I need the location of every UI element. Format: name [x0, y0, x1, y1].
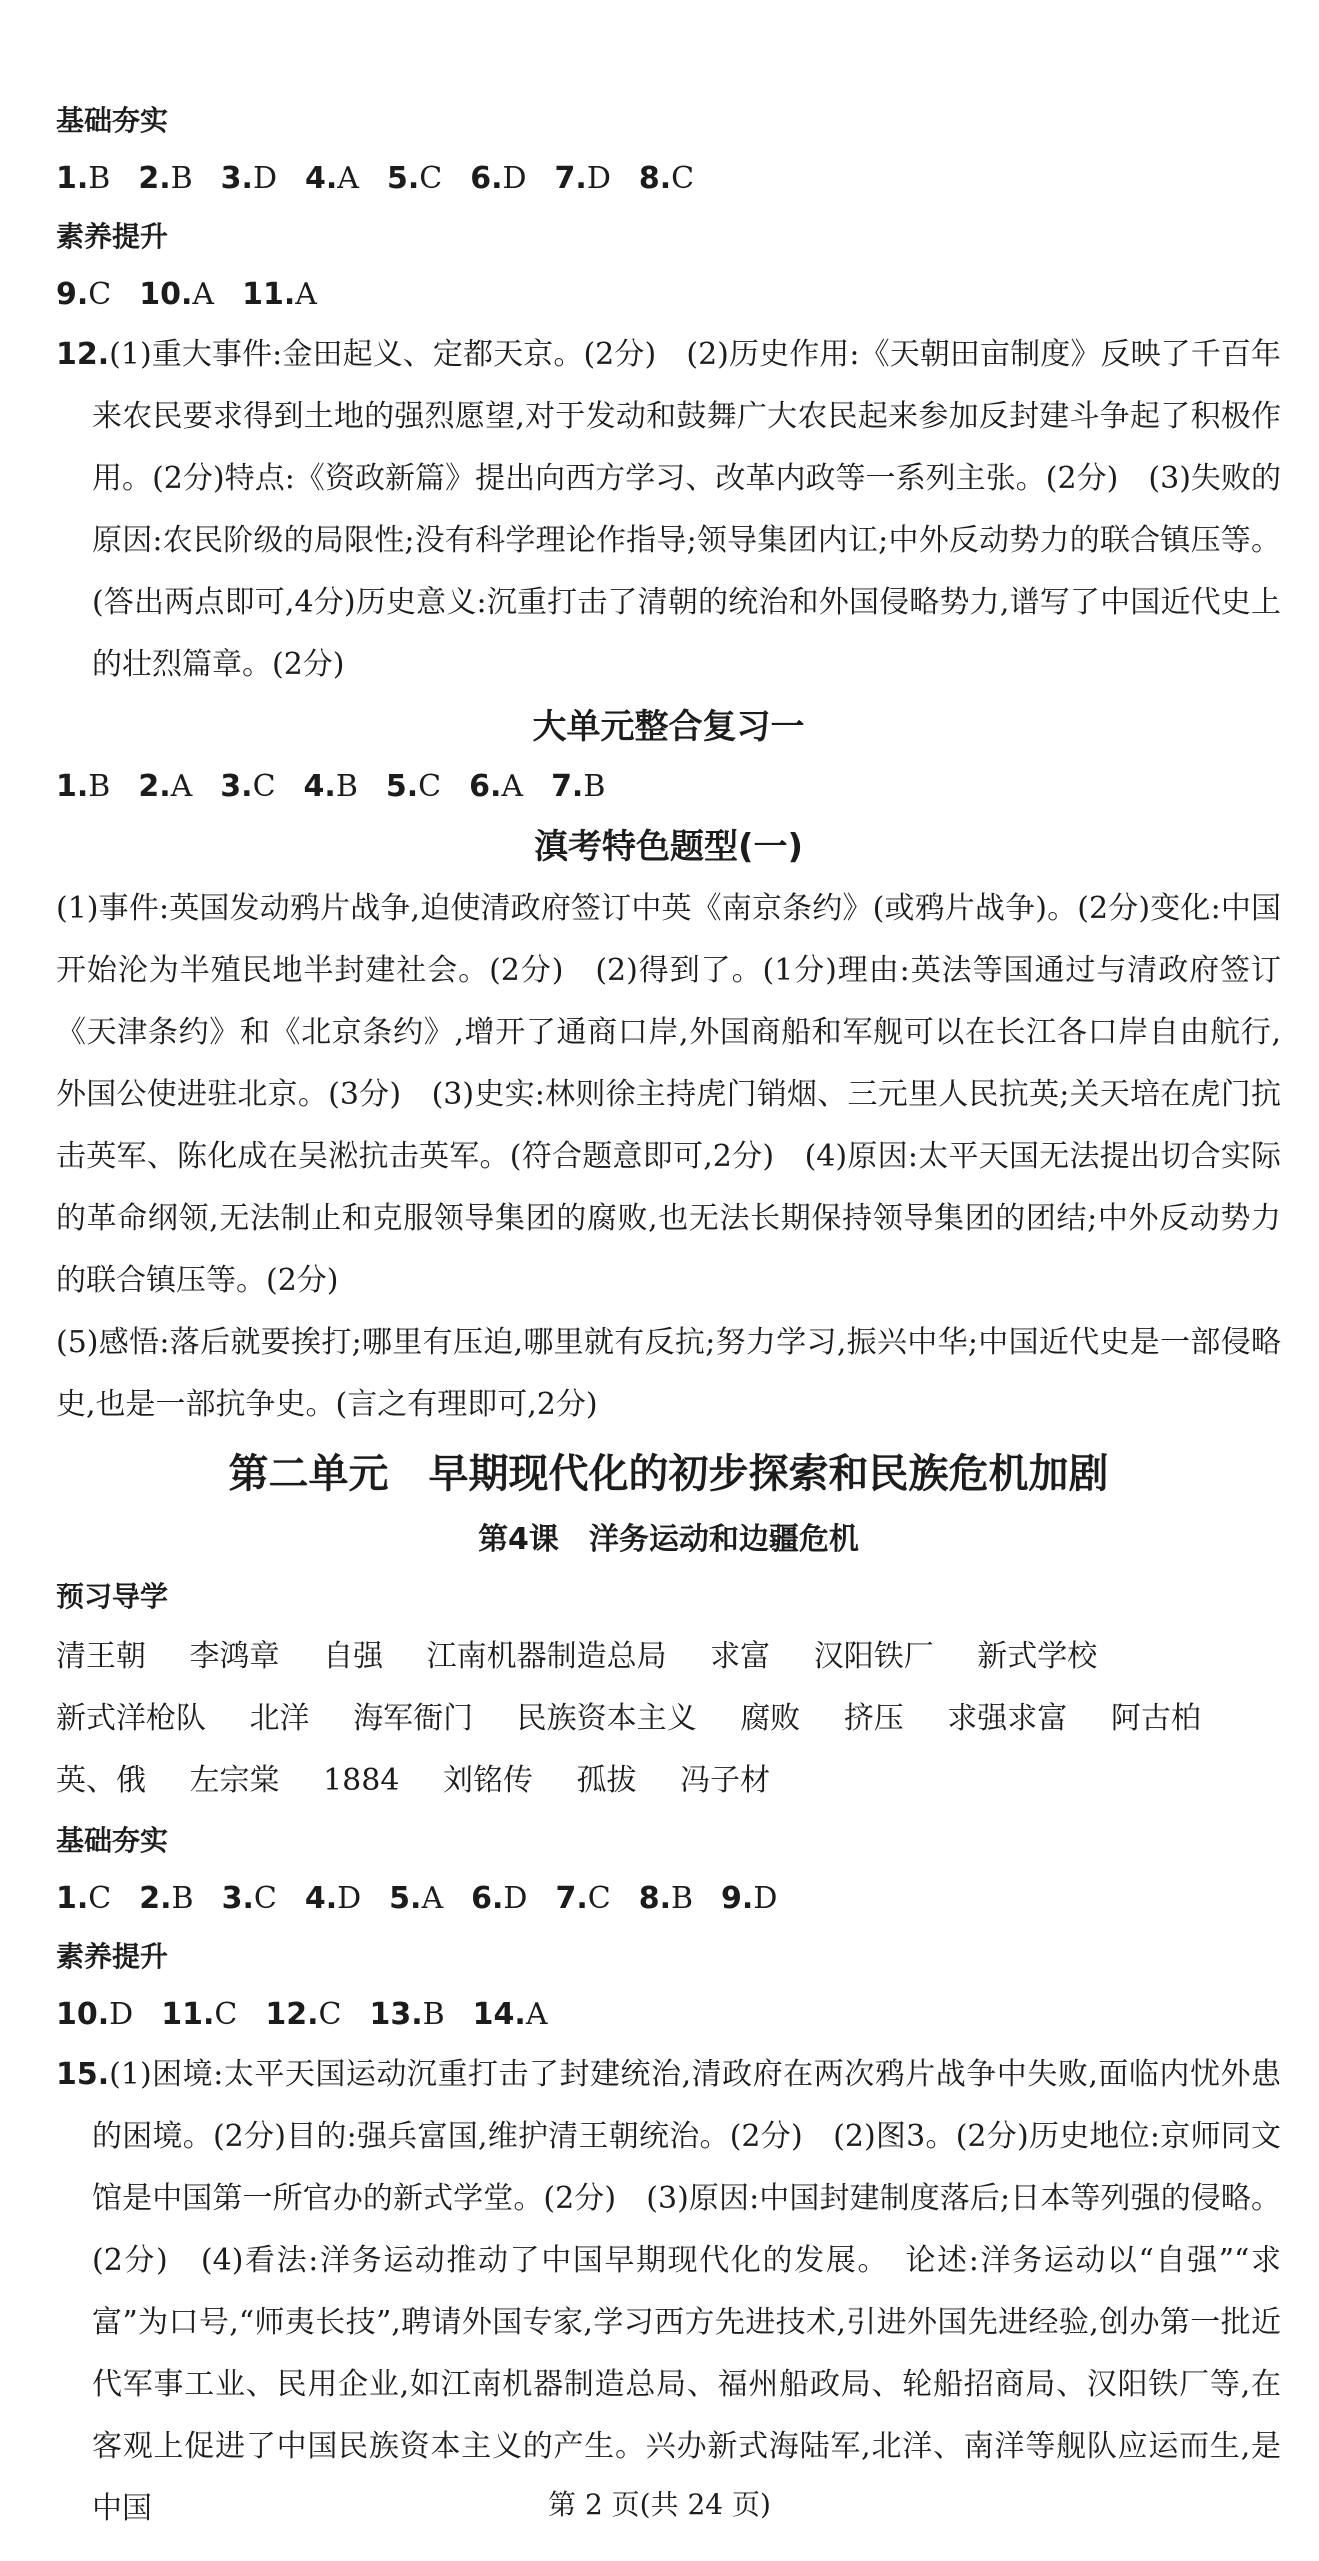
answer-choice: D: [586, 161, 611, 196]
keyword: 挤压: [843, 1701, 904, 1736]
answer-item: [304, 769, 358, 804]
answer-choice: C: [419, 161, 443, 196]
preview-keywords: [56, 1626, 1281, 1812]
answer-item: [386, 769, 441, 804]
dian-exam-answer: (1)事件:英国发动鸦片战争,迫使清政府签订中英《南京条约》(或鸦片战争)。(2分)变化:中国开始沦为半殖民地半封建社会。(2分) (2)得到了。(1分)理由:英法等国通过与清政府签订《天津条约》和《北京条约》,增开了通商口岸,外国商船和军舰可以在长江各口岸自由航行,外国公使进驻北京。(3分) (3)史实:林则徐主持虎门销烟、三元里人民抗英;关天培在虎门抗击英军、陈化成在吴淞抗击英军。(符合题意即可,2分) (4)原因:太平天国无法提出切合实际的革命纲领,无法制止和克服领导集团的腐败,也无法长期保持领导集团的团结;中外反动势力的联合镇压等。(2分): [56, 891, 1281, 1298]
answer-item: [220, 769, 275, 804]
answer-choice: D: [753, 1881, 778, 1916]
answer-number: 7.: [554, 161, 587, 196]
keyword: 李鸿章: [189, 1639, 280, 1674]
answer-item: [473, 1997, 548, 2032]
page-footer: 第 2 页(共 24 页): [548, 2488, 771, 2521]
answer-number: 1.: [56, 769, 89, 804]
keyword: 1884: [323, 1763, 400, 1798]
answer-choice: C: [318, 1997, 342, 2032]
answer-item: [242, 277, 317, 312]
section-label-basic: 基础夯实: [56, 104, 169, 137]
answer-item: [265, 1997, 341, 2032]
answer-choice: C: [88, 277, 112, 312]
answer-number: 3.: [221, 1881, 254, 1916]
keyword: 刘铭传: [443, 1763, 533, 1798]
answer-item: [305, 161, 359, 196]
section-label-preview: 预习导学: [56, 1580, 169, 1613]
answer-item: [222, 1881, 277, 1916]
keyword: 江南机器制造总局: [426, 1639, 667, 1674]
question-15-answer: [56, 2044, 1281, 2540]
answer-choice: A: [192, 277, 215, 312]
answer-number: 6.: [471, 1881, 504, 1916]
answer-number: 9.: [721, 1881, 754, 1916]
answer-choice: C: [88, 1881, 112, 1916]
answer-item: [551, 769, 605, 804]
answer-item: [721, 1881, 777, 1916]
answer-choice: D: [252, 161, 277, 196]
page-content: [56, 92, 1281, 2540]
answer-choice: A: [501, 769, 524, 804]
answer-number: 5.: [389, 1881, 422, 1916]
lesson-heading: 第4课 洋务运动和边疆危机: [478, 1522, 859, 1557]
answer-item: [555, 161, 611, 196]
answer-number: 9.: [56, 277, 89, 312]
answer-number: 1.: [56, 161, 89, 196]
answer-number: 2.: [139, 1881, 172, 1916]
answer-item: [138, 769, 192, 804]
answer-item: [305, 1881, 361, 1916]
answer-number: 8.: [638, 1881, 671, 1916]
keyword: 民族资本主义: [516, 1701, 697, 1736]
question-12-answer: [56, 324, 1281, 696]
answer-item: [639, 161, 694, 196]
answer-number: 14.: [472, 1997, 526, 2032]
improve-answer-row: [56, 266, 1281, 324]
keyword: 求富: [710, 1639, 771, 1674]
answer-number: 6.: [470, 161, 503, 196]
answer-number: 7.: [551, 769, 584, 804]
answer-item: [471, 1881, 527, 1916]
answer-choice: B: [170, 161, 193, 196]
question-number: 12.: [56, 337, 110, 372]
answer-choice: B: [171, 1881, 194, 1916]
answer-choice: B: [422, 1997, 445, 2032]
answer-number: 2.: [138, 769, 171, 804]
keyword: 海军衙门: [353, 1701, 474, 1736]
answer-number: 1.: [56, 1881, 89, 1916]
answer-choice: D: [109, 1997, 134, 2032]
answer-choice: C: [418, 769, 442, 804]
answer-choice: C: [587, 1881, 611, 1916]
keyword: 腐败: [740, 1701, 801, 1736]
keyword: 左宗棠: [189, 1763, 280, 1798]
answer-number: 6.: [469, 769, 502, 804]
answer-choice: B: [88, 769, 111, 804]
dian-exam-answer-part5: (5)感悟:落后就要挨打;哪里有压迫,哪里就有反抗;努力学习,振兴中华;中国近代史是一部侵略史,也是一部抗争史。(言之有理即可,2分): [56, 1325, 1281, 1422]
answer-choice: A: [421, 1881, 444, 1916]
review-answer-row: [56, 758, 1281, 816]
keyword: 英、俄: [56, 1763, 146, 1798]
answer-item: [56, 1881, 111, 1916]
answer-number: 3.: [220, 161, 253, 196]
answer-item: [639, 1881, 693, 1916]
answer-choice: A: [295, 277, 317, 312]
answer-item: [56, 769, 110, 804]
answer-item: [56, 161, 110, 196]
answer-item: [139, 277, 214, 312]
lesson4-basic-answer-row: [56, 1870, 1281, 1928]
answer-number: 12.: [265, 1997, 319, 2032]
unit-heading: 第二单元 早期现代化的初步探索和民族危机加剧: [228, 1451, 1109, 1497]
answer-number: 4.: [304, 1881, 338, 1916]
section-label-basic-lesson4: 基础夯实: [56, 1824, 169, 1857]
answer-item: [56, 1997, 133, 2032]
keyword: 新式学校: [977, 1639, 1098, 1674]
answer-choice: B: [88, 161, 111, 196]
answer-choice: A: [170, 769, 193, 804]
answer-item: [56, 277, 111, 312]
answer-item: [555, 1881, 610, 1916]
answer-choice: C: [214, 1997, 238, 2032]
answer-item: [369, 1997, 444, 2032]
keyword: 自强: [323, 1639, 384, 1674]
keyword: 孤拔: [576, 1763, 637, 1798]
answer-item: [138, 161, 192, 196]
answer-choice: A: [337, 161, 359, 196]
answer-number: 4.: [305, 161, 338, 196]
answer-number: 5.: [386, 161, 420, 196]
answer-number: 10.: [139, 277, 193, 312]
answer-number: 5.: [385, 769, 419, 804]
answer-choice: B: [671, 1881, 694, 1916]
answer-number: 8.: [638, 161, 672, 196]
keyword: 阿古柏: [1110, 1701, 1201, 1736]
answer-item: [389, 1881, 443, 1916]
basic-answer-row: [56, 150, 1281, 208]
answer-item: [470, 161, 526, 196]
answer-choice: D: [503, 1881, 528, 1916]
keyword: 冯子材: [680, 1763, 771, 1798]
answer-choice: C: [253, 1881, 277, 1916]
keyword: 汉阳铁厂: [813, 1639, 934, 1674]
question-12-text: (1)重大事件:金田起义、定都天京。(2分) (2)历史作用:《天朝田亩制度》反映了千百年来农民要求得到土地的强烈愿望,对于发动和鼓舞广大农民起来参加反封建斗争起了积极作用。(2分)特点:《资政新篇》提出向西方学习、改革内政等一系列主张。(2分) (3)失败的原因:农民阶级的局限性;没有科学理论作指导;领导集团内讧;中外反动势力的联合镇压等。(答出两点即可,4分)历史意义:沉重打击了清朝的统治和外国侵略势力,谱写了中国近代史上的壮烈篇章。(2分): [92, 337, 1281, 682]
answer-number: 13.: [369, 1997, 423, 2032]
answer-choice: D: [502, 161, 527, 196]
keyword: 新式洋枪队: [56, 1701, 206, 1736]
lesson4-improve-answer-row: [56, 1986, 1281, 2044]
answer-choice: C: [671, 161, 695, 196]
keyword: 求强求富: [947, 1701, 1068, 1736]
answer-number: 7.: [555, 1881, 588, 1916]
question-15-text: (1)困境:太平天国运动沉重打击了封建统治,清政府在两次鸦片战争中失败,面临内忧外患的困境。(2分)目的:强兵富国,维护清王朝统治。(2分) (2)图3。(2分)历史地位:京师同文馆是中国第一所官办的新式学堂。(2分) (3)原因:中国封建制度落后;日本等列强的侵略。(2分) (4)看法:洋务运动推动了中国早期现代化的发展。 论述:洋务运动以“自强”“求富”为口号,“师夷长技”,聘请外国专家,学习西方先进技术,引进外国先进经验,创办第一批近代军事工业、民用企业,如江南机器制造总局、福州船政局、轮船招商局、汉阳铁厂等,在客观上促进了中国民族资本主义的产生。兴办新式海陆军,北洋、南洋等舰队应运而生,是中国: [92, 2057, 1281, 2526]
answer-number: 11.: [242, 277, 296, 312]
answer-number: 10.: [56, 1997, 110, 2032]
answer-choice: C: [252, 769, 276, 804]
answer-item: [139, 1881, 193, 1916]
dian-exam-heading: 滇考特色题型(一): [533, 827, 804, 867]
answer-number: 11.: [161, 1997, 215, 2032]
answer-number: 3.: [220, 769, 253, 804]
keyword: 北洋: [249, 1701, 310, 1736]
answer-number: 2.: [138, 161, 171, 196]
keyword: 清王朝: [56, 1639, 146, 1674]
answer-item: [387, 161, 442, 196]
answer-choice: B: [583, 769, 606, 804]
answer-choice: D: [337, 1881, 362, 1916]
answer-choice: B: [335, 769, 358, 804]
answer-item: [469, 769, 523, 804]
section-label-improve: 素养提升: [56, 220, 169, 253]
answer-choice: A: [525, 1997, 548, 2032]
answer-number: 4.: [303, 769, 336, 804]
question-number: 15.: [56, 2057, 110, 2092]
answer-item: [161, 1997, 237, 2032]
review-heading: 大单元整合复习一: [532, 707, 805, 747]
answer-item: [221, 161, 277, 196]
section-label-improve-lesson4: 素养提升: [56, 1940, 169, 1973]
